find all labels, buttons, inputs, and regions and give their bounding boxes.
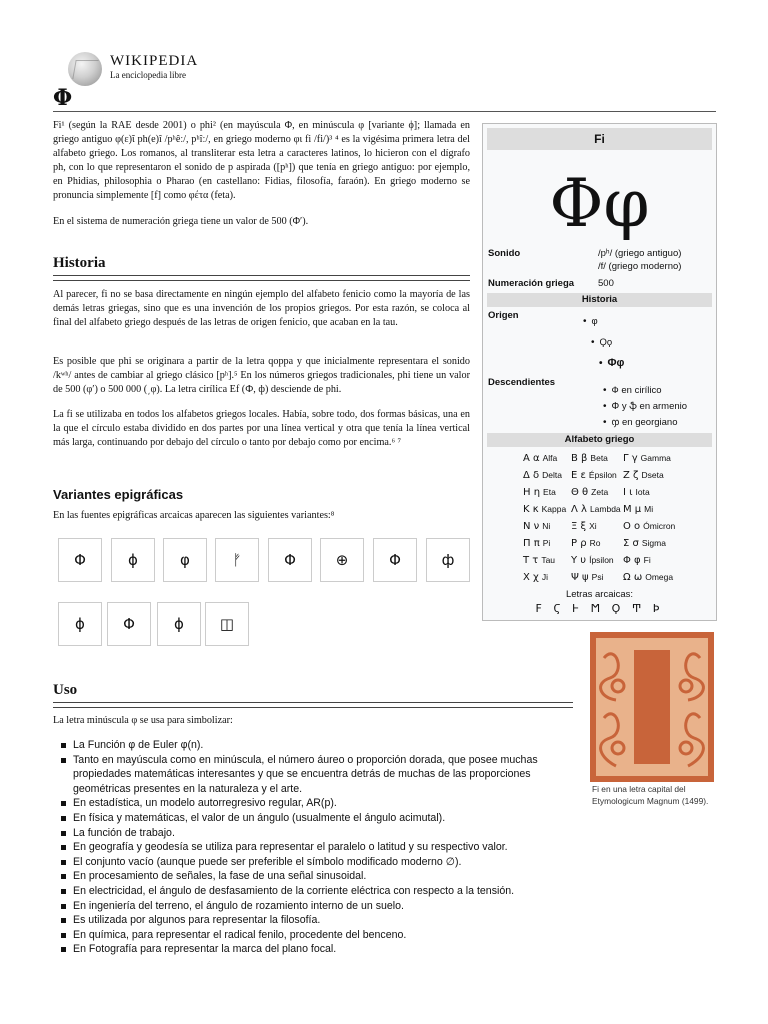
alphabet-entry[interactable]: Φ φ Fi — [623, 555, 651, 566]
alphabet-entry[interactable]: Ν ν Ni — [523, 521, 551, 532]
capital-letter-image[interactable] — [590, 632, 714, 782]
list-item: En ingeniería del terreno, el ángulo de rozamiento interno de un suelo. — [57, 899, 577, 914]
arcaicas-label[interactable]: Letras arcaicas: — [565, 589, 634, 600]
wikipedia-logo-icon[interactable] — [68, 52, 102, 86]
variant-tile[interactable]: Φ — [268, 538, 312, 582]
alphabet-entry[interactable]: Β β Beta — [571, 453, 608, 464]
intro-paragraph-1: Fi¹ (según la RAE desde 2001) o phi² (en mayúscula Φ, en minúscula φ [variante ϕ]; llamada en griego antiguo φ(ε)ῖ ph(e)î /pʰêː/, pʰîː/, en griego moderno φι fi /fi/)³ ⁴ es la vigésima primera letra del alfabeto griego. Los romanos, al transliterar esta letra a caracteres latinos, lo hicieron con el dígrafo ph, con lo que representaron el sonido de p aspirada ([pʰ]) que tenía en griego antiguo: por ejemplo, en Phidias, philosophia o Pharao (en castellano: Fidias, filosofía, faraón). En griego moderno se pronuncia simplemente [f] como φέτα (feta). — [53, 120, 470, 201]
alphabet-entry[interactable]: Λ λ Lambda — [571, 504, 621, 515]
numeracion-value: 500 — [598, 278, 614, 289]
arcaicas-letters[interactable]: Ϝ Ϛ Ͱ Ϻ Ϙ Ͳ Ϸ — [535, 602, 664, 615]
alphabet-entry[interactable]: Χ χ Ji — [523, 572, 548, 583]
alphabet-entry[interactable]: Ψ ψ Psi — [571, 572, 604, 583]
list-item: En Fotografía para representar la marca del plano focal. — [57, 942, 577, 957]
list-item: En física y matemáticas, el valor de un ángulo (usualmente el ángulo acimutal). — [57, 811, 577, 826]
variant-tile[interactable]: Φ — [107, 602, 151, 646]
sonido-label[interactable]: Sonido — [488, 248, 521, 259]
variant-tile[interactable]: ◫ — [205, 602, 249, 646]
historia-paragraph-1: Al parecer, fi no se basa directamente en ningún ejemplo del alfabeto fenicio como la mayoría de las demás letras griegas, sino que es una invención de los propios griegos. Por esta razón, se coloca al final del alfabeto griego después de las letras de origen fenicio, que acaban en la tau. — [53, 289, 470, 328]
ornament-background — [596, 638, 708, 776]
list-item: En geografía y geodesía se utiliza para representar el paralelo o latitud y su respectivo valor. — [57, 840, 577, 855]
historia-bar: Historia — [487, 293, 712, 307]
alphabet-entry[interactable]: Ζ ζ Dseta — [623, 470, 664, 481]
alphabet-entry[interactable]: Μ μ Mi — [623, 504, 654, 515]
section-heading-uso: Uso — [53, 682, 78, 698]
wikipedia-wordmark[interactable]: WIKIPEDIA — [110, 53, 199, 69]
variant-tile[interactable]: ⊕ — [320, 538, 364, 582]
origen-label: Origen — [488, 310, 519, 321]
alphabet-entry[interactable]: Υ υ Ípsilon — [571, 555, 614, 566]
alphabet-entry[interactable]: Σ σ Sigma — [623, 538, 666, 549]
historia-paragraph-2: Es posible que phi se originara a partir de la letra qoppa y que inicialmente representara el sonido /kʷʰ/ antes de cambiar al griego clásico [pʰ].⁵ En los números griegos tradicionales, phi tiene un valor de 500 (φʹ) o 500 000 (͵φ). La letra cirílica Ef (Ф, ф) desciende de phi. — [53, 356, 470, 395]
alphabet-entry[interactable]: Π π Pi — [523, 538, 551, 549]
capital-phi-letter — [634, 650, 670, 764]
alphabet-entry[interactable]: Ο ο Ómicron — [623, 521, 676, 532]
variant-tile[interactable]: ϕ — [111, 538, 155, 582]
title-divider — [53, 111, 716, 112]
list-item: En procesamiento de señales, la fase de una señal sinusoidal. — [57, 869, 577, 884]
list-item: La función de trabajo. — [57, 826, 577, 841]
descendientes-item[interactable]: • Ф en cirílico — [603, 385, 662, 396]
infobox-glyph: Φφ — [549, 165, 650, 242]
alphabet-entry[interactable]: Ω ω Omega — [623, 572, 674, 583]
variant-tile[interactable]: Φ — [58, 538, 102, 582]
list-item: La Función φ de Euler φ(n). — [57, 738, 577, 753]
alphabet-entry[interactable]: Τ τ Tau — [523, 555, 556, 566]
list-item: El conjunto vacío (aunque puede ser preferible el símbolo modificado moderno ∅). — [57, 855, 577, 870]
variantes-paragraph: En las fuentes epigráficas arcaicas aparecen las siguientes variantes:⁸ — [53, 510, 335, 521]
numeracion-label[interactable]: Numeración griega — [488, 278, 575, 289]
alphabet-entry[interactable]: Ξ ξ Xi — [571, 521, 597, 532]
list-item: En electricidad, el ángulo de desfasamiento de la corriente eléctrica con respecto a la tensión. — [57, 884, 577, 899]
origen-item[interactable]: • φ — [583, 316, 598, 327]
alphabet-entry[interactable]: Ι ι Iota — [623, 487, 650, 498]
variant-tile[interactable]: φ — [163, 538, 207, 582]
list-item: Es utilizada por algunos para representar la filosofía. — [57, 913, 577, 928]
alphabet-entry[interactable]: Γ γ Gamma — [623, 453, 671, 464]
list-item: En estadística, un modelo autorregresivo regular, AR(p). — [57, 796, 577, 811]
infobox-title: Fi — [487, 128, 712, 150]
variant-tile[interactable]: ϕ — [58, 602, 102, 646]
infobox — [482, 123, 717, 621]
origen-item: • Φφ — [599, 357, 624, 369]
list-item: En química, para representar el radical fenilo, procedente del benceno. — [57, 928, 577, 943]
variant-tile[interactable]: ф — [426, 538, 470, 582]
uso-list — [57, 738, 577, 957]
alphabet-entry[interactable]: Ε ε Épsilon — [571, 470, 617, 481]
intro-paragraph-2: En el sistema de numeración griega tiene un valor de 500 (Φʹ). — [53, 216, 309, 227]
alphabet-entry[interactable]: Δ δ Delta — [523, 470, 562, 481]
alphabet-entry[interactable]: Ρ ρ Ro — [571, 538, 601, 549]
descendientes-item[interactable]: • Փ y ֆ en armenio — [603, 401, 687, 412]
alphabet-entry[interactable]: Κ κ Kappa — [523, 504, 567, 515]
origen-item[interactable]: • Ϙϙ — [591, 337, 612, 348]
section-heading-variantes: Variantes epigráficas — [53, 487, 184, 502]
list-item: Tanto en mayúscula como en minúscula, el número áureo o proporción dorada, que posee muchas propiedades matemáticas interesantes y que se encuentra detrás de muchas de las proporciones geométricas presentes en la naturaleza y el arte. — [57, 753, 577, 797]
sonido-value-1: /pʰ/ (griego antiguo) — [598, 248, 682, 259]
uso-intro: La letra minúscula φ se usa para simbolizar: — [53, 715, 233, 726]
section-divider — [53, 702, 573, 708]
variant-tile[interactable]: ϕ — [157, 602, 201, 646]
descendientes-label: Descendientes — [488, 377, 556, 388]
figure-caption: Fi en una letra capital del Etymologicum Magnum (1499). — [592, 784, 709, 806]
variant-tile[interactable]: Φ — [373, 538, 417, 582]
historia-paragraph-3: La fi se utilizaba en todos los alfabetos griegos locales. Había, sobre todo, dos formas básicas, una en la que el círculo estaba dividido en dos partes por una línea vertical y otra que tenía la línea vertical más larga, continuando por debajo del círculo o tanto por debajo como por encima.⁶ ⁷ — [53, 409, 470, 448]
alphabet-entry[interactable]: Α α Alfa — [523, 453, 558, 464]
section-heading-historia: Historia — [53, 255, 106, 271]
alphabet-entry[interactable]: Θ θ Zeta — [571, 487, 609, 498]
alphabet-entry[interactable]: Η η Eta — [523, 487, 556, 498]
page-title: Φ — [53, 85, 73, 111]
descendientes-item[interactable]: • ჶ en georgiano — [603, 417, 677, 428]
section-divider — [53, 275, 470, 281]
wikipedia-tagline: La enciclopedia libre — [110, 70, 186, 80]
alfabeto-bar[interactable]: Alfabeto griego — [487, 433, 712, 447]
sonido-value-2: /f/ (griego moderno) — [598, 261, 682, 272]
variant-tile[interactable]: ᚠ — [215, 538, 259, 582]
